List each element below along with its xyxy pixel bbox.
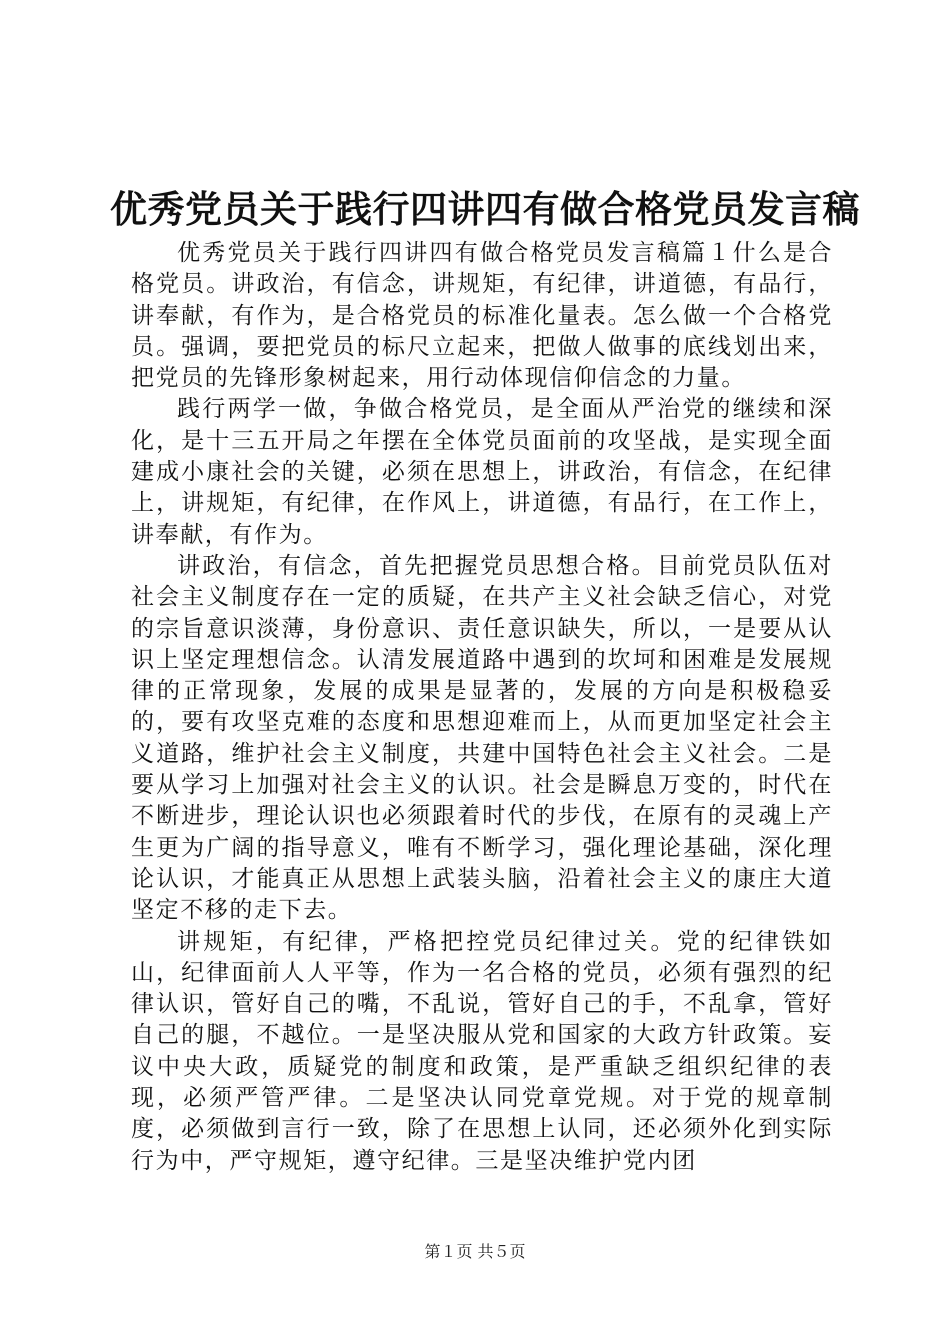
paragraph: 讲规矩，有纪律，严格把控党员纪律过关。党的纪律铁如山，纪律面前人人平等，作为一名合格的党员，必须有强烈的纪律认识，管好自己的嘴，不乱说，管好自己的手，不乱拿，管好自己的腿，不越位。一是坚决服从党和国家的大政方针政策。妄议中央大政，质疑党的制度和政策，是严重缺乏组织纪律的表现，必须严管严律。二是坚决认同党章党规。对于党的规章制度，必须做到言行一致，除了在思想上认同，还必须外化到实际行为中，严守规矩，遵守纪律。三是坚决维护党内团 [131, 928, 833, 1174]
page-footer: 第１页 共５页 [424, 1242, 526, 1261]
paragraph: 践行两学一做，争做合格党员，是全面从严治党的继续和深化，是十三五开局之年摆在全体党员面前的攻坚战，是实现全面建成小康社会的关键，必须在思想上，讲政治，有信念，在纪律上，讲规矩，有纪律，在作风上，讲道德，有品行，在工作上，讲奉献，有作为。 [131, 396, 833, 548]
paragraph: 讲政治，有信念，首先把握党员思想合格。目前党员队伍对社会主义制度存在一定的质疑，在共产主义社会缺乏信心，对党的宗旨意识淡薄，身份意识、责任意识缺失，所以，一是要从认识上坚定理想信念。认清发展道路中遇到的坎坷和困难是发展规律的正常现象，发展的成果是显著的，发展的方向是积极稳妥的，要有攻坚克难的态度和思想迎难而上，从而更加坚定社会主义道路，维护社会主义制度，共建中国特色社会主义社会。二是要从学习上加强对社会主义的认识。社会是瞬息万变的，时代在不断进步，理论认识也必须跟着时代的步伐，在原有的灵魂上产生更为广阔的指导意义，唯有不断学习，强化理论基础，深化理论认识，才能真正从思想上武装头脑，沿着社会主义的康庄大道坚定不移的走下去。 [131, 552, 833, 924]
paragraph: 优秀党员关于践行四讲四有做合格党员发言稿篇１什么是合格党员。讲政治，有信念，讲规矩，有纪律，讲道德，有品行，讲奉献，有作为，是合格党员的标准化量表。怎么做一个合格党员。强调，要把党员的标尺立起来，把做人做事的底线划出来，把党员的先锋形象树起来，用行动体现信仰信念的力量。 [131, 240, 833, 392]
document-title: 优秀党员关于践行四讲四有做合格党员发言稿 [110, 187, 860, 231]
document-body [131, 238, 833, 1177]
